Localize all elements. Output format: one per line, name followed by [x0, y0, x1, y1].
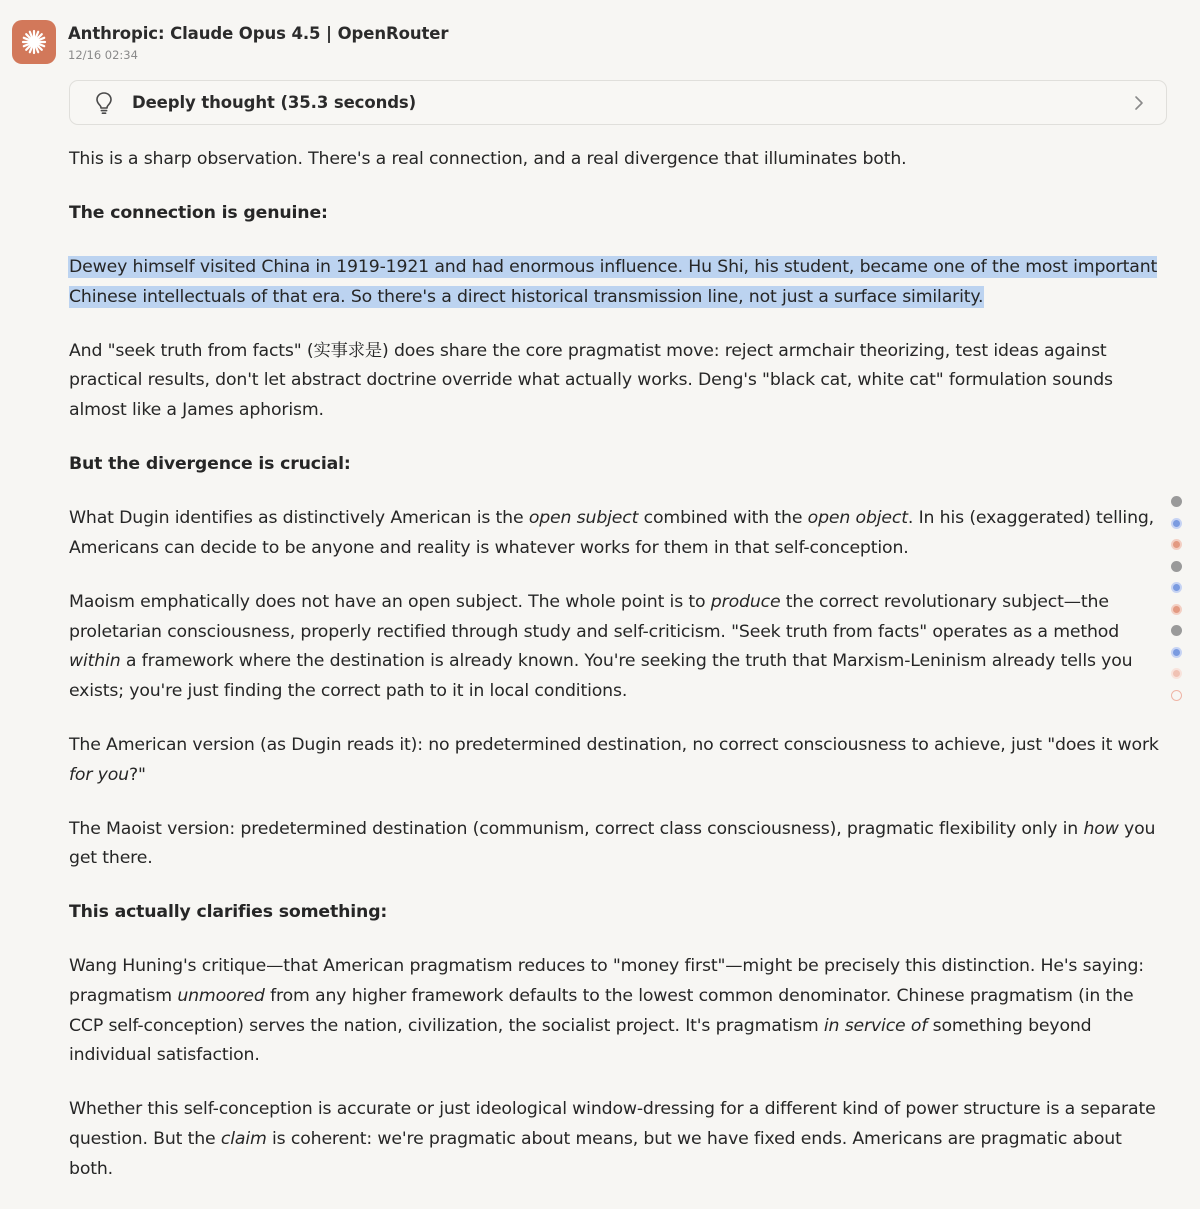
claude-starburst-icon — [20, 28, 48, 56]
nav-dot[interactable] — [1171, 604, 1182, 615]
nav-dot[interactable] — [1171, 668, 1182, 679]
nav-dot[interactable] — [1171, 647, 1182, 658]
thought-toggle[interactable] — [69, 80, 1167, 125]
paragraph-wang-huning: Wang Huning's critique—that American pragmatism reduces to "money first"—might be precisely this distinction. He's saying: pragmatism unmoored from any higher framework defaults to the lowest common denominator. Chinese pragmatism (in the CCP self-conception) serves the nation, civilization, the socialist project. It's pragmatism in service of something beyond individual satisfaction. — [69, 956, 1144, 1066]
thought-label: Deeply thought (35.3 seconds) — [132, 93, 417, 112]
paragraph-dugin: What Dugin identifies as distinctively American is the open subject combined with the open object. In his (exaggerated) telling, Americans can decide to be anyone and reality is whatever works for them in that self-conception. — [69, 508, 1155, 558]
nav-dot[interactable] — [1171, 496, 1182, 507]
nav-dot[interactable] — [1171, 518, 1182, 529]
lightbulb-icon — [94, 91, 114, 115]
model-name: Anthropic: Claude Opus 4.5 | OpenRouter — [68, 24, 449, 43]
paragraph-intro: This is a sharp observation. There's a real connection, and a real divergence that illuminates both. — [69, 149, 907, 169]
heading-connection: The connection is genuine: — [69, 203, 328, 223]
message-navigator — [1171, 496, 1185, 711]
nav-dot-current[interactable] — [1171, 690, 1182, 701]
message-body — [69, 145, 1171, 1209]
nav-dot[interactable] — [1171, 539, 1182, 550]
nav-dot[interactable] — [1171, 625, 1182, 636]
heading-clarifies: This actually clarifies something: — [69, 902, 388, 923]
paragraph-american-version: The American version (as Dugin reads it): no predetermined destination, no correct consciousness to achieve, just "does it work for you?" — [69, 734, 1159, 785]
paragraph-dewey — [69, 253, 1171, 312]
paragraph-maoism: Maoism emphatically does not have an open subject. The whole point is to produce the correct revolutionary subject—the proletarian consciousness, properly rectified through study and self-criticism. "Seek truth from facts" operates as a method within a framework where the destination is already known. You're seeking the truth that Marxism-Leninism already tells you exists; you're just finding the correct path to it in local conditions. — [69, 591, 1133, 701]
nav-dot[interactable] — [1171, 561, 1182, 572]
message-timestamp: 12/16 02:34 — [68, 48, 138, 62]
paragraph-whether: Whether this self-conception is accurate or just ideological window-dressing for a different kind of power structure is a separate question. But the claim is coherent: we're pragmatic about means, but we have fixed ends. Americans are pragmatic about both. — [69, 1099, 1156, 1179]
chevron-right-icon[interactable] — [1132, 95, 1146, 111]
paragraph-maoist-version: The Maoist version: predetermined destination (communism, correct class consciousness), pragmatic flexibility only in how you get there. — [69, 818, 1156, 869]
message-header — [12, 20, 448, 64]
avatar — [12, 20, 56, 64]
heading-divergence: But the divergence is crucial: — [69, 454, 351, 475]
nav-dot[interactable] — [1171, 582, 1182, 593]
highlighted-selection[interactable]: Dewey himself visited China in 1919-1921 and had enormous influence. Hu Shi, his student, became one of the most important Chinese intellectuals of that era. So there's a direct historical transmission line, not just a surface similarity. — [69, 257, 1158, 307]
paragraph-seek-truth: And "seek truth from facts" (实事求是) does share the core pragmatist move: reject armchair theorizing, test ideas against practical results, don't let abstract doctrine override what actually works. Deng's "black cat, white cat" formulation sounds almost like a James aphorism. — [69, 340, 1113, 421]
